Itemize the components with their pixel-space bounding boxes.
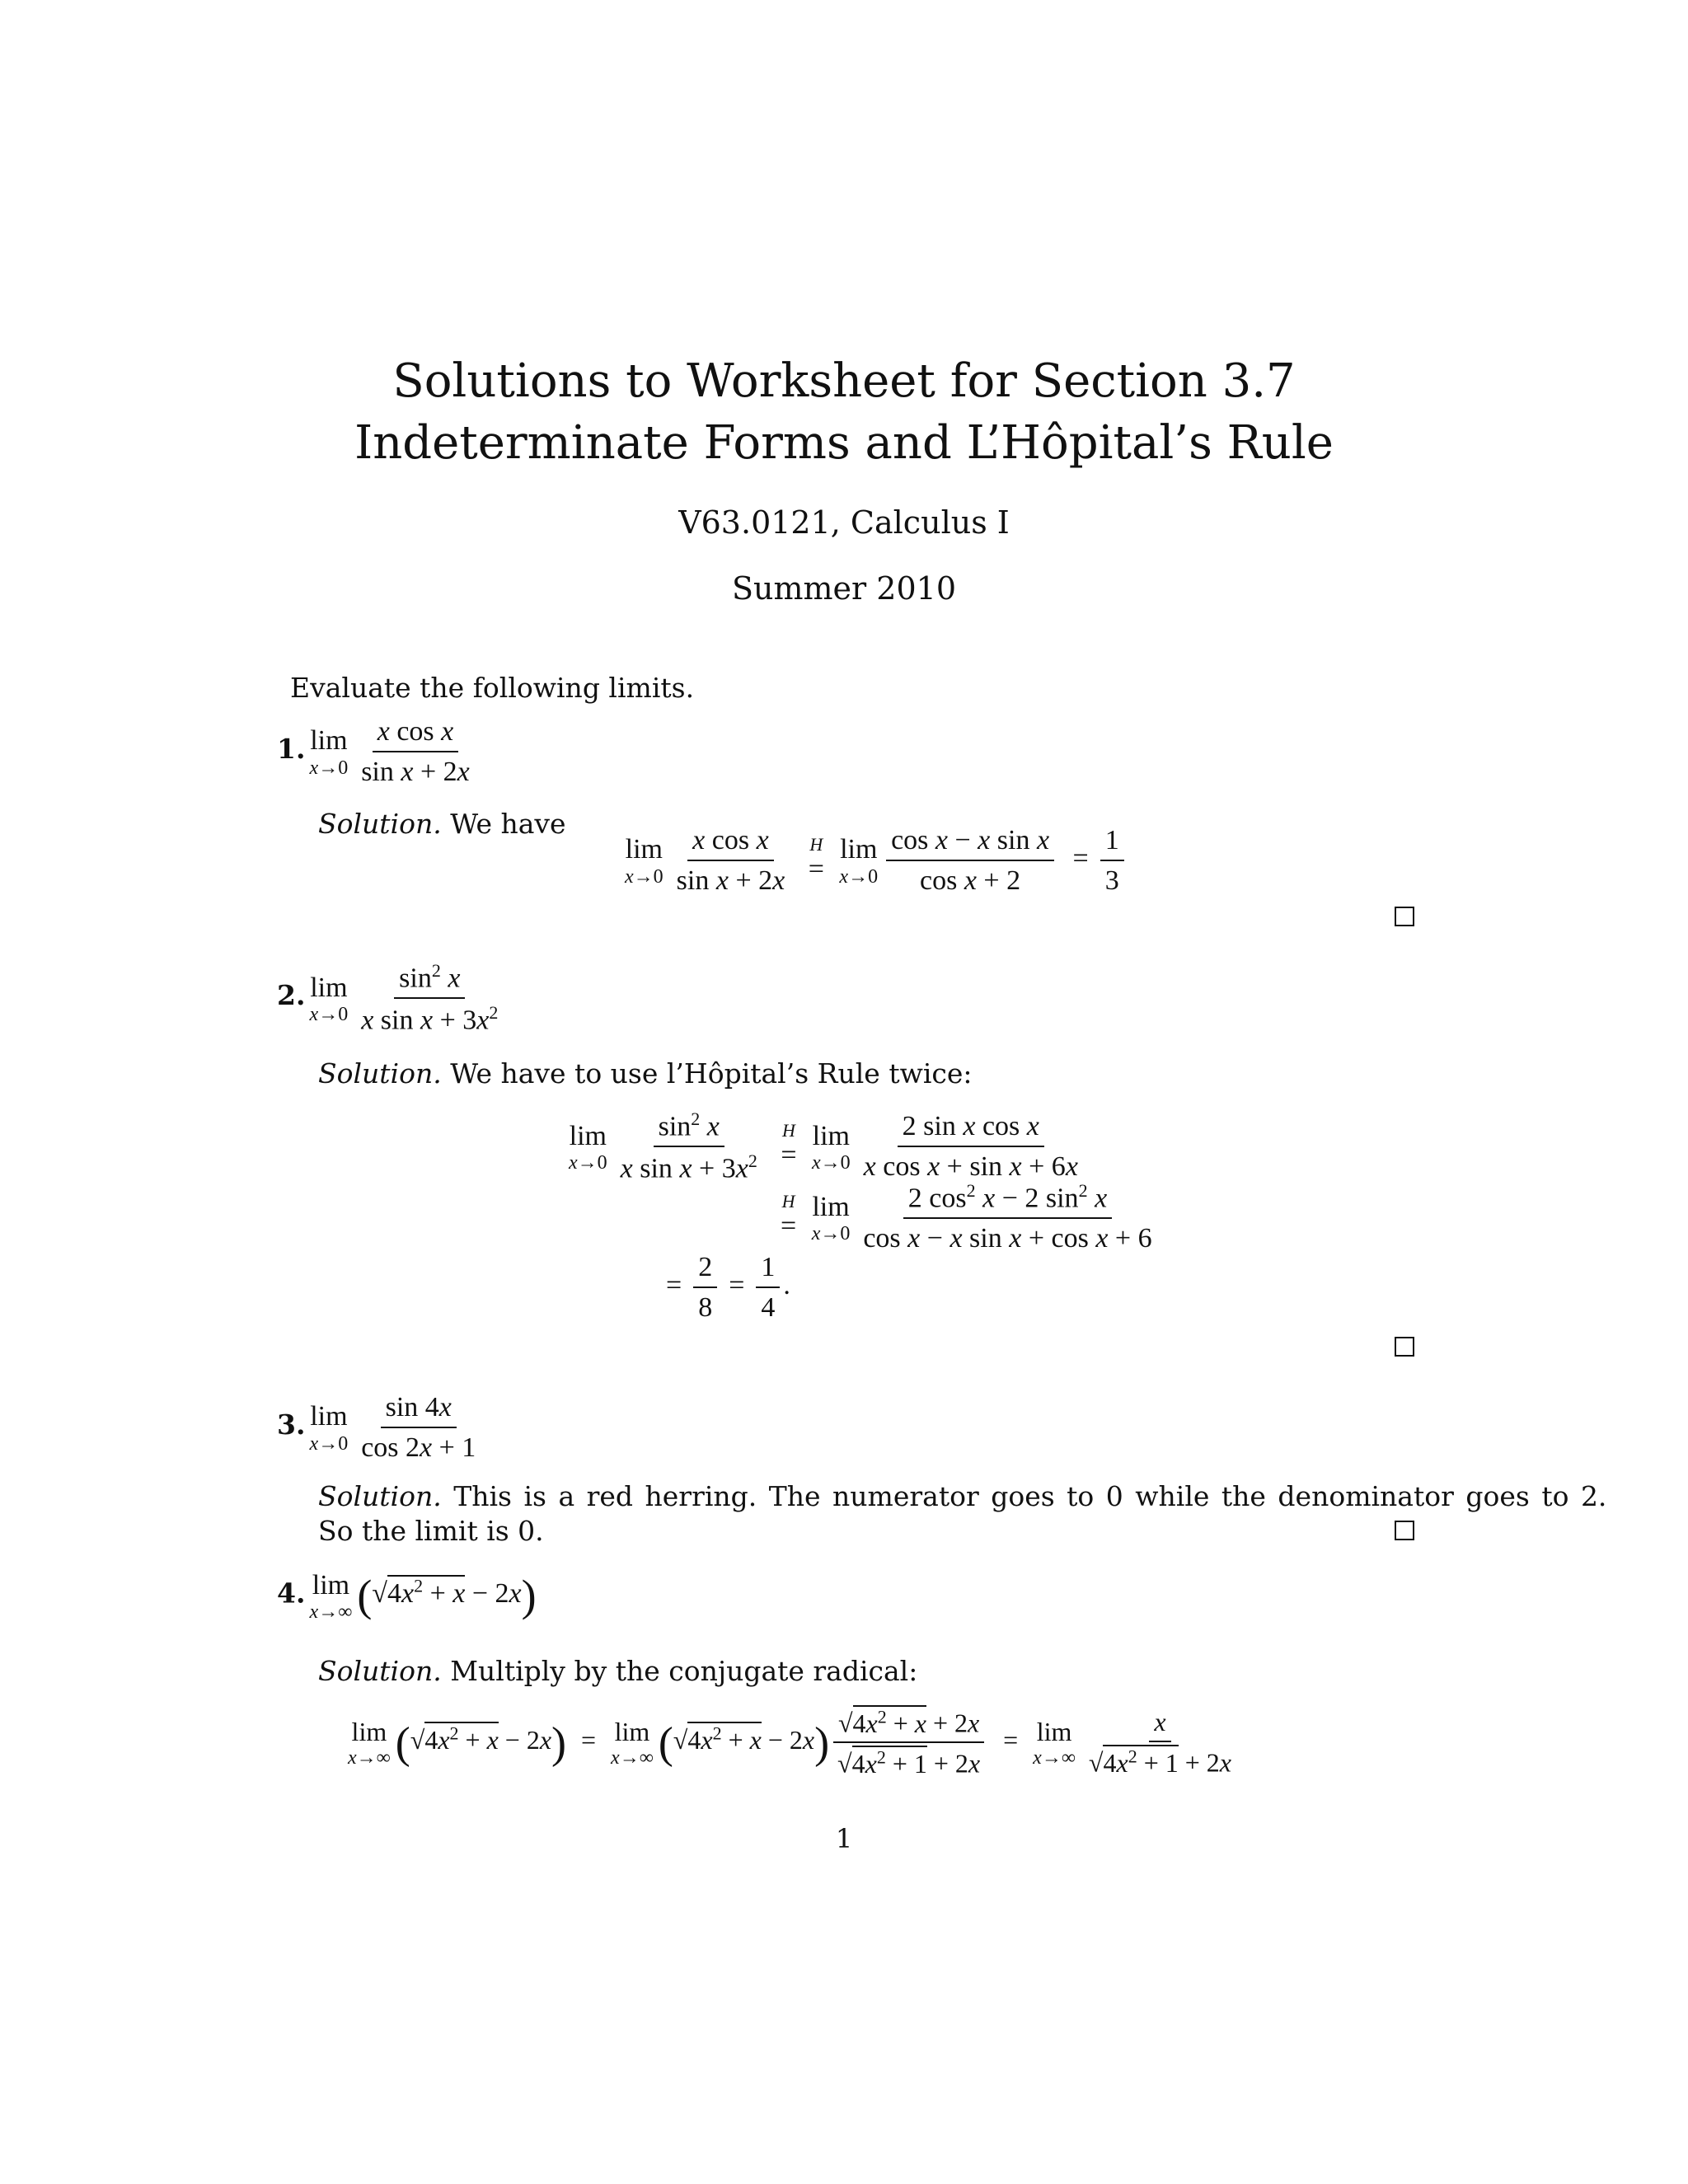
term: Summer 2010 [731,570,956,607]
problem-number: 2. [277,979,306,1012]
problem-3-expression: lim x→0 $\frac{\sin 4x}{\cos 2x + 1}$ [309,1392,476,1464]
intro-text: Evaluate the following limits. [290,672,695,704]
solution-label: Solution. [318,1057,442,1090]
solution-2-equation-line-2: H = lim x→0 $\frac{2 \cos^2 x - 2 \sin^2 x}{\text{cos x − x sin x + cos x + 6}}$ [781,1180,1152,1254]
title-line-2: Indeterminate Forms and L’Hôpital’s Rule [354,416,1334,470]
problem-number: 3. [277,1408,306,1441]
solution-3-line-1 [318,1480,1606,1512]
solution-1-text [318,808,566,840]
solution-1-intro: We have [450,808,566,840]
problem-4 [277,1570,537,1622]
problem-3 [277,1391,484,1464]
page-number: 1 [835,1823,853,1854]
problem-2-expression: lim x→0 $\frac{\sin^2 x}{x \sin x + 3x^2}$ [309,960,499,1036]
course-name: V63.0121, Calculus I [678,504,1010,541]
solution-4-text [318,1655,917,1687]
problem-4-expression: lim x→∞ $(√4x^2 + x - 2x)$ [309,1570,537,1624]
solution-3-line-2: So the limit is 0. [318,1515,544,1547]
solution-label: Solution. [318,808,442,840]
problem-number: 4. [277,1577,306,1610]
solution-label: Solution. [318,1480,442,1512]
title-line-1: Solutions to Worksheet for Section 3.7 [392,354,1296,408]
problem-2 [277,960,506,1037]
solution-label: Solution. [318,1655,442,1687]
solution-2-equation-line-1: lim x→0 $\frac{\sin^2 x}{x \sin x + 3x^2}$ H = lim x→0 $\frac{\text{2 sin x cos x}}{\text{x cos x + sin x + 6x}}$ [569,1108,1078,1184]
problem-number: 1. [277,732,306,765]
solution-2-intro: We have to use l’Hôpital’s Rule twice: [450,1057,973,1090]
qed-symbol [1395,1521,1414,1540]
solution-1-equation: lim x→0 $\frac{\text{x cos x}}{\text{sin x + 2x}}$ H = lim x→0 $\frac{\text{cos x − x sin x}}{\text{cos x + 2}}$ = $\frac{1}{3}$ [625,824,1128,897]
problem-1 [277,715,478,788]
problem-1-expression: lim x→0 $\frac{\text{x cos x}}{\text{sin x + 2x}}$ [309,716,470,788]
solution-4-intro: Multiply by the conjugate radical: [450,1655,918,1687]
solution-4-equation: lim x→∞ $(√4x^2 + x - 2x)$ = lim x→∞ $(√4x^2 + x - 2x)$ $\frac{√4x^2 + x + 2x}{√4x^2 + 1 + 2x}$ = lim x→∞ $\frac{x}{√4x^2 + 1 + 2x}$ [348,1706,1231,1779]
qed-symbol [1395,1337,1414,1357]
qed-symbol [1395,907,1414,926]
solution-3-text-1: This is a red herring. The numerator goes to 0 while the denominator goes to 2. [453,1480,1607,1512]
solution-2-text [318,1057,973,1090]
solution-2-equation-line-3: = $\frac{2}{8}$ = $\frac{1}{4}$ . [666,1252,790,1324]
